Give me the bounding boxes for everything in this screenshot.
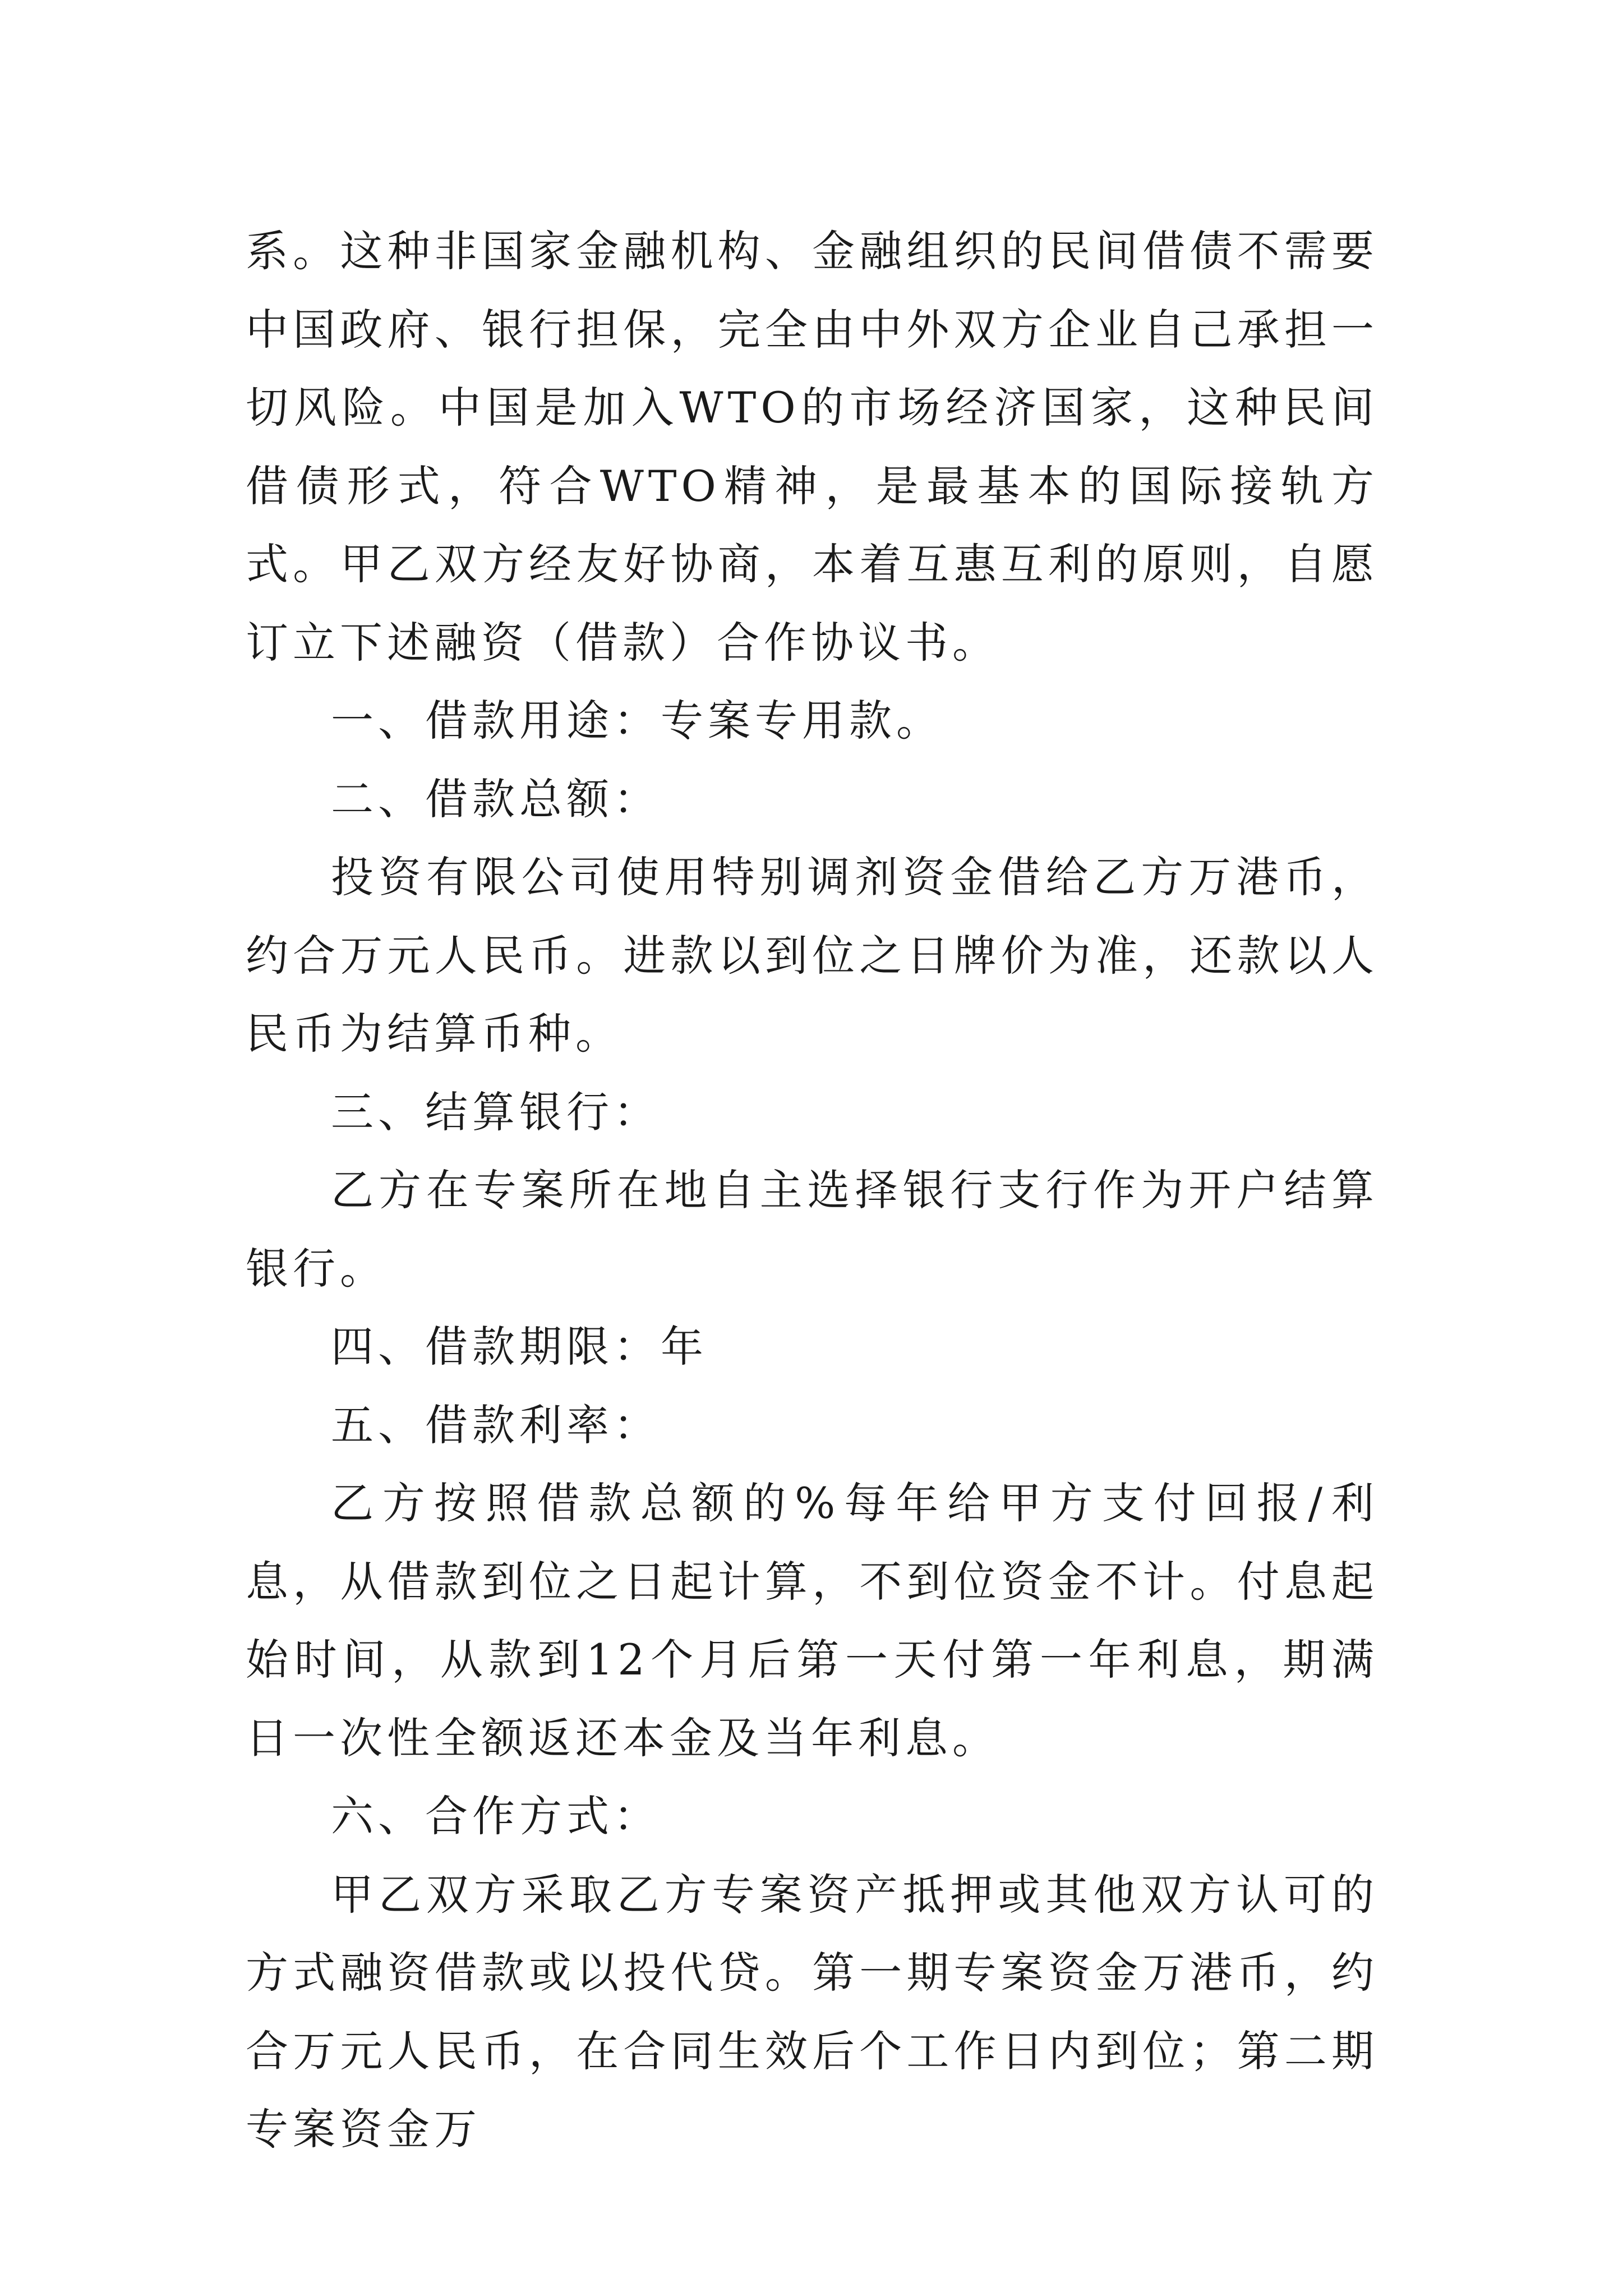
clause-6-heading-cooperation-method: 六、合作方式： <box>331 1791 661 1841</box>
clause-3-body: 乙方在专案所在地自主选择银行支行作为开户结算银行。 <box>246 1165 1378 1294</box>
clause-6-body: 甲乙双方采取乙方专案资产抵押或其他双方认可的方式融资借款或以投代贷。第一期专案资金万港币，约合万元人民币，在合同生效后个工作日内到位；第二期专案资金万 <box>246 1869 1378 2154</box>
document-body <box>246 212 1378 2169</box>
clause-4-loan-term: 四、借款期限：年 <box>331 1322 708 1372</box>
clause-3-heading-settlement-bank: 三、结算银行： <box>331 1087 661 1137</box>
clause-5-heading-interest-rate: 五、借款利率： <box>331 1400 661 1450</box>
clause-2-body: 投资有限公司使用特别调剂资金借给乙方万港币，约合万元人民币。进款以到位之日牌价为准，还款以人民币为结算币种。 <box>246 852 1378 1059</box>
clause-1-loan-purpose: 一、借款用途：专案专用款。 <box>331 696 943 746</box>
clause-2-heading-loan-amount: 二、借款总额： <box>331 774 661 824</box>
clause-5-body: 乙方按照借款总额的%每年给甲方支付回报/利息，从借款到位之日起计算，不到位资金不计。付息起始时间，从款到12个月后第一天付第一年利息，期满日一次性全额返还本金及当年利息。 <box>246 1478 1378 1763</box>
paragraph-preamble-continued: 系。这种非国家金融机构、金融组织的民间借债不需要中国政府、银行担保，完全由中外双方企业自己承担一切风险。中国是加入WTO的市场经济国家，这种民间借债形式，符合WTO精神，是最基本的国际接轨方式。甲乙双方经友好协商，本着互惠互利的原则，自愿订立下述融资（借款）合作协议书。 <box>246 226 1378 668</box>
